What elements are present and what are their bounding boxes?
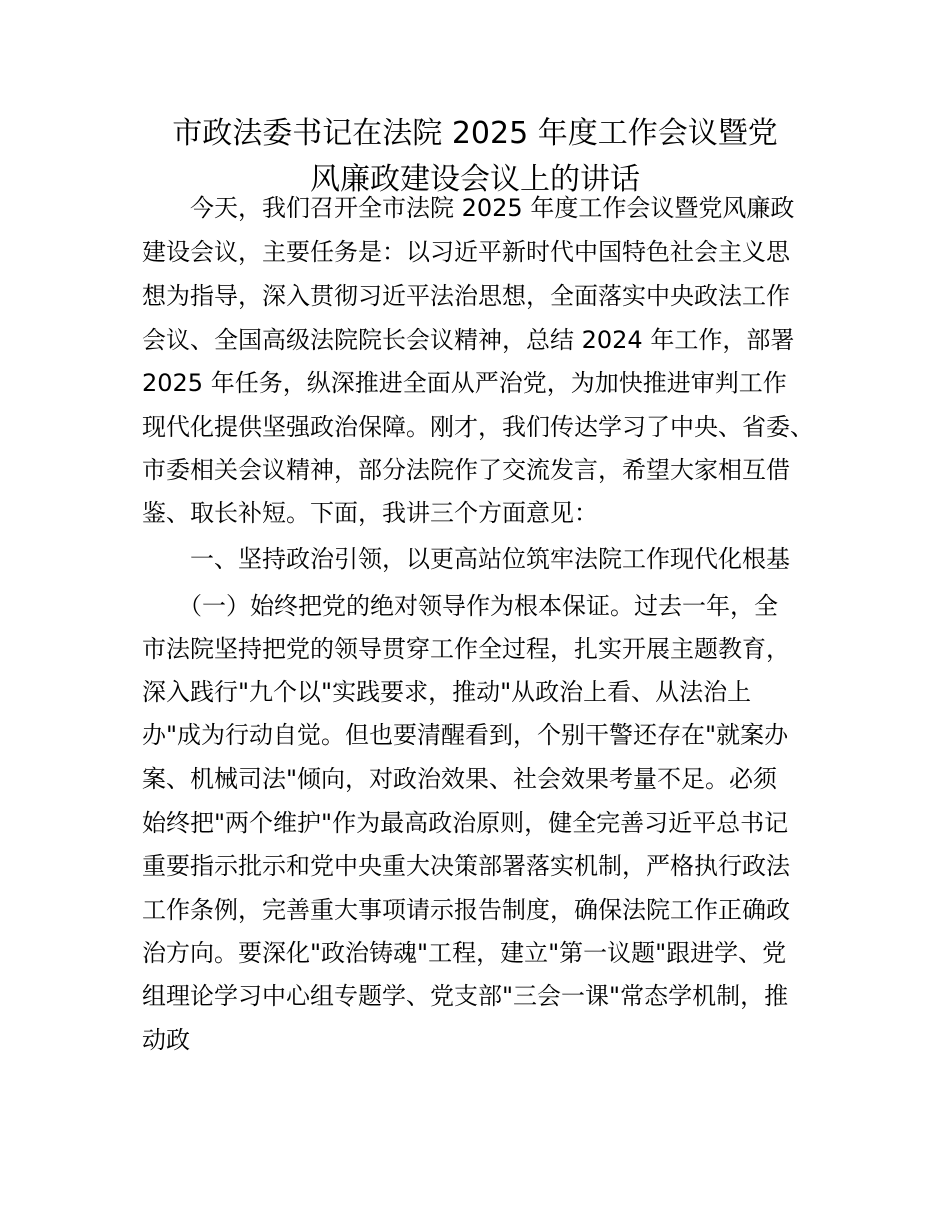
body-line: 2025 年任务，纵深推进全面从严治党，为加快推进审判工作 xyxy=(142,369,787,397)
section-heading: 一、坚持政治引领，以更高站位筑牢法院工作现代化根基 xyxy=(190,545,790,573)
body-line: 治方向。要深化"政治铸魂"工程，建立"第一议题"跟进学、党 xyxy=(142,939,787,967)
body-line: 会议、全国高级法院院长会议精神，总结 2024 年工作，部署 xyxy=(142,326,795,354)
subsection-paragraph-start: （一）始终把党的绝对领导作为根本保证。过去一年，全 xyxy=(178,592,778,620)
body-line: 今天，我们召开全市法院 2025 年度工作会议暨党风廉政 xyxy=(190,194,795,222)
body-line: 动政 xyxy=(142,1026,190,1054)
body-line: 工作条例，完善重大事项请示报告制度，确保法院工作正确政 xyxy=(142,896,790,924)
body-line: 案、机械司法"倾向，对政治效果、社会效果考量不足。必须 xyxy=(142,765,778,793)
body-line: 始终把"两个维护"作为最高政治原则，健全完善习近平总书记 xyxy=(142,809,789,837)
document-title-line-1: 市政法委书记在法院 2025 年度工作会议暨党 xyxy=(172,116,778,151)
body-line: 深入践行"九个以"实践要求，推动"从政治上看、从法治上 xyxy=(142,678,752,706)
document-title-line-2: 风廉政建设会议上的讲话 xyxy=(310,162,640,197)
body-line: 市法院坚持把党的领导贯穿工作全过程，扎实开展主题教育， xyxy=(142,635,790,663)
body-line: 市委相关会议精神，部分法院作了交流发言，希望大家相互借 xyxy=(142,456,790,484)
body-line: 鉴、取长补短。下面，我讲三个方面意见： xyxy=(142,499,598,527)
body-line: 办"成为行动自觉。但也要清醒看到，个别干警还存在"就案办 xyxy=(142,721,789,749)
body-line: 现代化提供坚强政治保障。刚才，我们传达学习了中央、省委、 xyxy=(142,413,814,441)
body-line: 组理论学习中心组专题学、党支部"三会一课"常态学机制，推 xyxy=(142,982,789,1010)
body-line: 重要指示批示和党中央重大决策部署落实机制，严格执行政法 xyxy=(142,852,790,880)
body-line: 建设会议，主要任务是：以习近平新时代中国特色社会主义思 xyxy=(142,238,790,266)
body-line: 想为指导，深入贯彻习近平法治思想，全面落实中央政法工作 xyxy=(142,282,790,310)
